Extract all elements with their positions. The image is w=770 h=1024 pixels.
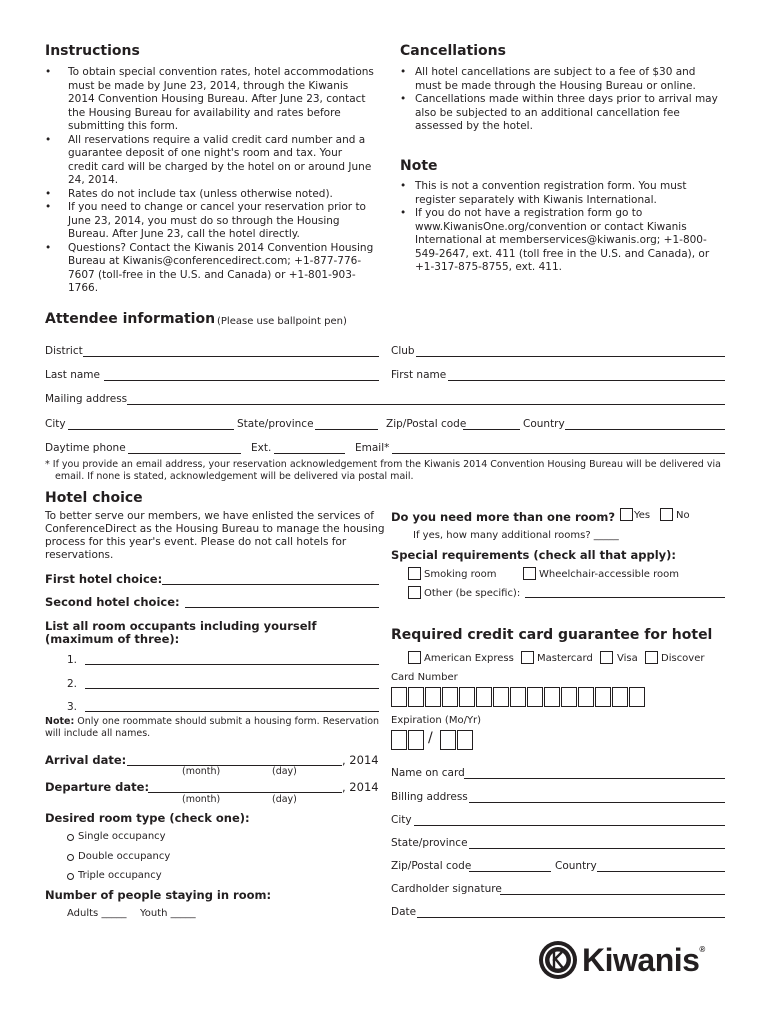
club-field[interactable]	[416, 356, 725, 357]
occupant-1-label: 1.	[67, 654, 78, 666]
email-field[interactable]	[392, 453, 725, 454]
cancellations-list	[400, 66, 725, 134]
state-label: State/province	[237, 418, 314, 430]
instructions-title: Instructions	[45, 43, 140, 59]
last-name-label: Last name	[45, 369, 100, 381]
district-label: District	[45, 345, 83, 357]
occupants-title: List all room occupants including yourself (maximum of three):	[45, 619, 317, 646]
card-digit-box[interactable]	[578, 687, 594, 707]
note-title: Note	[400, 158, 438, 174]
phone-field[interactable]	[128, 453, 241, 454]
other-field[interactable]	[525, 597, 725, 598]
card-digit-box[interactable]	[510, 687, 526, 707]
card-digit-box[interactable]	[527, 687, 543, 707]
wheelchair-label: Wheelchair-accessible room	[539, 569, 679, 580]
club-label: Club	[391, 345, 415, 357]
more-rooms-yes-label: Yes	[634, 510, 651, 521]
expiration-month-boxes[interactable]	[391, 730, 425, 750]
arrival-label: Arrival date:	[45, 753, 127, 767]
arrival-field[interactable]	[127, 765, 342, 766]
card-number-label: Card Number	[391, 672, 458, 683]
ext-label: Ext.	[251, 442, 272, 454]
roommate-note: Note: Only one roommate should submit a housing form. Reservation will include all names.	[45, 716, 380, 739]
list-item: • This is not a convention registration form. You must register separately with Kiwanis International.	[400, 180, 687, 206]
country-label: Country	[523, 418, 565, 430]
billing-label: Billing address	[391, 791, 468, 803]
card-city-field[interactable]	[414, 825, 725, 826]
date-label: Date	[391, 906, 417, 918]
card-state-field[interactable]	[469, 848, 725, 849]
arrival-year: , 2014	[342, 753, 379, 767]
special-title: Special requirements (check all that apply):	[391, 548, 677, 562]
visa-checkbox[interactable]	[600, 651, 613, 664]
exp-year-digit-box[interactable]	[440, 730, 456, 750]
second-choice-field[interactable]	[185, 607, 379, 608]
email-note: * If you provide an email address, your reservation acknowledgement from the Kiwanis 2014 Convention Housing Bureau will be delivered via email. If none is stated, acknowledgement will be delivered via postal mail.	[45, 459, 721, 482]
name-on-card-label: Name on card	[391, 767, 465, 779]
departure-field[interactable]	[148, 792, 342, 793]
city-field[interactable]	[68, 429, 234, 430]
triple-occupancy-radio[interactable]	[67, 873, 74, 880]
departure-label: Departure date:	[45, 780, 150, 794]
second-choice-label: Second hotel choice:	[45, 595, 180, 609]
cancellations-title: Cancellations	[400, 43, 506, 59]
more-rooms-no-label: No	[676, 510, 690, 521]
departure-year: , 2014	[342, 780, 379, 794]
occupant-1-field[interactable]	[85, 664, 379, 665]
list-item: • If you do not have a registration form go to www.KiwanisOne.org/convention or contact Kiwanis International at memberservices@kiwanis.org; +1-800-549-2647, ext. 411 (toll free in the U.S. and Canada), or +1-317-875-8755, ext. 411.	[400, 207, 710, 273]
attendee-subtitle: (Please use ballpoint pen)	[217, 316, 347, 327]
note-list	[400, 180, 725, 275]
adults-field[interactable]: Adults _____	[67, 908, 127, 919]
email-label: Email*	[355, 442, 390, 454]
smoking-checkbox[interactable]	[408, 567, 421, 580]
attendee-title: Attendee information	[45, 311, 216, 327]
list-item: • All reservations require a valid credit card number and a guarantee deposit of one night's room and tax. Your credit card will be charged by the hotel on or around June 24, 2014.	[45, 133, 372, 186]
date-field[interactable]	[417, 917, 725, 918]
signature-label: Cardholder signature	[391, 883, 502, 895]
expiration-slash: /	[428, 730, 433, 746]
departure-day-label: (day)	[272, 794, 297, 805]
ext-field[interactable]	[274, 453, 345, 454]
card-country-label: Country	[555, 860, 597, 872]
hotel-intro: To better serve our members, we have enlisted the services of ConferenceDirect as the Housing Bureau to manage the housing process for this year's event. Please do not call hotels for reservations.	[45, 510, 385, 561]
card-digit-box[interactable]	[391, 687, 407, 707]
other-label: Other (be specific):	[424, 588, 521, 599]
amex-label: American Express	[424, 653, 514, 664]
card-digit-box[interactable]	[442, 687, 458, 707]
exp-year-digit-box[interactable]	[457, 730, 473, 750]
exp-month-digit-box[interactable]	[408, 730, 424, 750]
occupant-3-label: 3.	[67, 701, 78, 713]
first-name-field[interactable]	[448, 380, 725, 381]
card-digit-box[interactable]	[459, 687, 475, 707]
zip-label: Zip/Postal code	[386, 418, 467, 430]
mailing-address-label: Mailing address	[45, 393, 128, 405]
additional-rooms-field[interactable]: If yes, how many additional rooms? _____	[413, 530, 619, 541]
first-choice-field[interactable]	[162, 584, 379, 585]
card-country-field[interactable]	[597, 871, 725, 872]
smoking-label: Smoking room	[424, 569, 497, 580]
exp-month-digit-box[interactable]	[391, 730, 407, 750]
card-city-label: City	[391, 814, 412, 826]
departure-month-label: (month)	[182, 794, 221, 805]
triple-occupancy-label: Triple occupancy	[78, 870, 162, 881]
card-zip-label: Zip/Postal code	[391, 860, 472, 872]
first-choice-label: First hotel choice:	[45, 572, 163, 586]
billing-field[interactable]	[469, 802, 725, 803]
card-digit-box[interactable]	[544, 687, 560, 707]
visa-label: Visa	[617, 653, 638, 664]
more-rooms-question: Do you need more than one room?	[391, 510, 616, 524]
wheelchair-checkbox[interactable]	[523, 567, 536, 580]
people-title: Number of people staying in room:	[45, 888, 272, 902]
single-occupancy-label: Single occupancy	[78, 831, 166, 842]
more-rooms-yes-checkbox[interactable]	[620, 508, 633, 521]
city-label: City	[45, 418, 66, 430]
card-number-boxes[interactable]	[391, 687, 653, 707]
room-type-title: Desired room type (check one):	[45, 811, 250, 825]
arrival-day-label: (day)	[272, 766, 297, 777]
list-item: • Rates do not include tax (unless otherwise noted).	[45, 187, 333, 200]
card-digit-box[interactable]	[595, 687, 611, 707]
mailing-address-field[interactable]	[127, 404, 725, 405]
state-field[interactable]	[315, 429, 378, 430]
other-checkbox[interactable]	[408, 586, 421, 599]
card-digit-box[interactable]	[561, 687, 577, 707]
arrival-month-label: (month)	[182, 766, 221, 777]
youth-field[interactable]: Youth _____	[140, 908, 196, 919]
card-digit-box[interactable]	[476, 687, 492, 707]
list-item: • To obtain special convention rates, hotel accommodations must be made by June 23, 2014, through the Kiwanis 2014 Convention Housing Bureau. After June 23, contact the Housing Bureau for availability and rates before submitting this form.	[45, 66, 374, 132]
more-rooms-no-checkbox[interactable]	[660, 508, 673, 521]
instructions-list	[45, 66, 375, 296]
signature-field[interactable]	[500, 894, 725, 895]
discover-checkbox[interactable]	[645, 651, 658, 664]
credit-title: Required credit card guarantee for hotel	[391, 627, 713, 643]
country-field[interactable]	[565, 429, 725, 430]
zip-field[interactable]	[463, 429, 520, 430]
list-item: • If you need to change or cancel your reservation prior to June 23, 2014, you must do so through the Housing Bureau. After June 23, call the hotel directly.	[45, 201, 366, 240]
occupant-2-label: 2.	[67, 678, 78, 690]
double-occupancy-label: Double occupancy	[78, 851, 171, 862]
hotel-title: Hotel choice	[45, 490, 143, 506]
occupant-3-field[interactable]	[85, 711, 379, 712]
card-digit-box[interactable]	[408, 687, 424, 707]
district-field[interactable]	[83, 356, 379, 357]
occupant-2-field[interactable]	[85, 688, 379, 689]
amex-checkbox[interactable]	[408, 651, 421, 664]
double-occupancy-radio[interactable]	[67, 854, 74, 861]
mastercard-label: Mastercard	[537, 653, 593, 664]
card-digit-box[interactable]	[629, 687, 645, 707]
last-name-field[interactable]	[104, 380, 379, 381]
name-on-card-field[interactable]	[464, 778, 725, 779]
kiwanis-logo: Kiwanis®	[582, 942, 705, 978]
list-item: • Questions? Contact the Kiwanis 2014 Convention Housing Bureau at Kiwanis@conferencedirect.com; +1-877-776-7607 (toll-free in the U.S. and Canada) or +1-801-903-1766.	[45, 241, 374, 294]
list-item: • All hotel cancellations are subject to a fee of $30 and must be made through the Housing Bureau or online.	[400, 66, 696, 92]
single-occupancy-radio[interactable]	[67, 834, 74, 841]
card-zip-field[interactable]	[469, 871, 551, 872]
discover-label: Discover	[661, 653, 705, 664]
card-digit-box[interactable]	[425, 687, 441, 707]
kiwanis-seal-icon	[538, 940, 578, 980]
expiration-label: Expiration (Mo/Yr)	[391, 715, 482, 726]
card-state-label: State/province	[391, 837, 468, 849]
list-item: • Cancellations made within three days prior to arrival may also be subjected to an additional cancellation fee assessed by the hotel.	[400, 93, 718, 132]
phone-label: Daytime phone	[45, 442, 126, 454]
expiration-year-boxes[interactable]	[440, 730, 474, 750]
first-name-label: First name	[391, 369, 447, 381]
card-digit-box[interactable]	[493, 687, 509, 707]
mastercard-checkbox[interactable]	[521, 651, 534, 664]
card-digit-box[interactable]	[612, 687, 628, 707]
